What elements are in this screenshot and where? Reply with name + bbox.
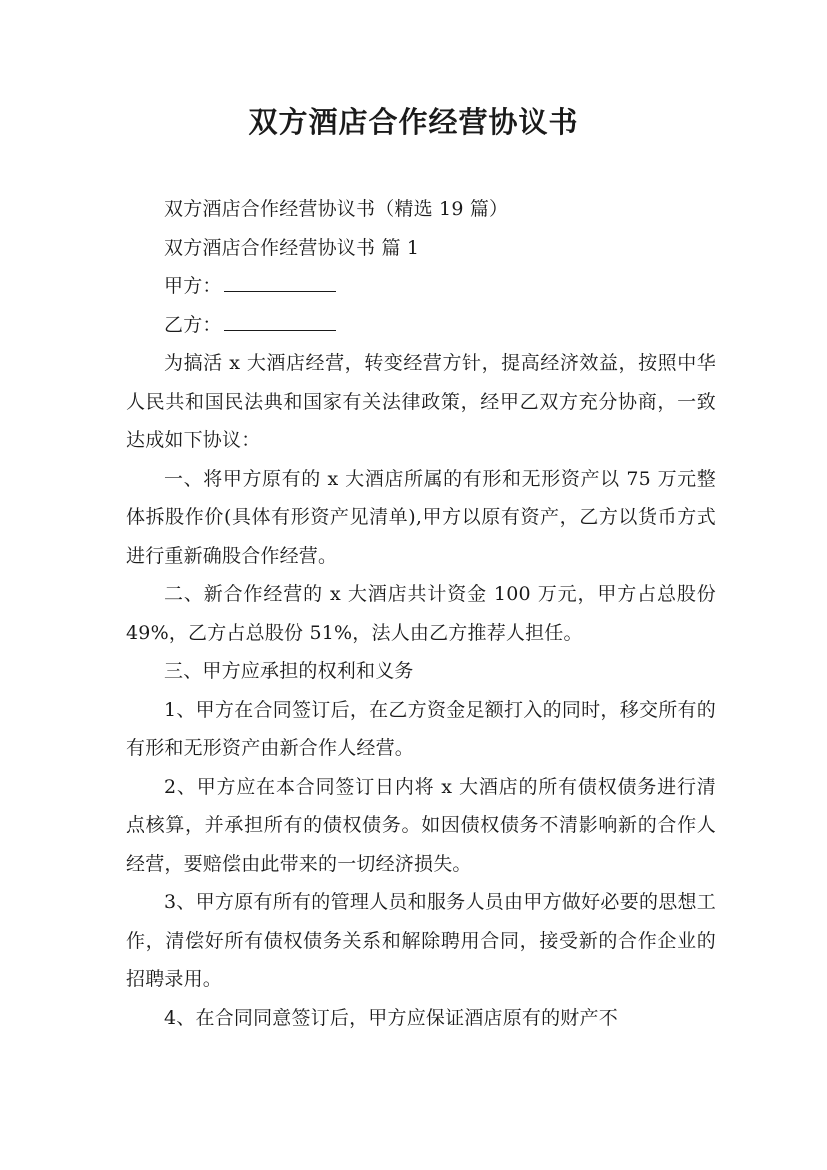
party-b-line — [126, 306, 716, 345]
document-body — [126, 190, 716, 1037]
clause-3-heading: 三、甲方应承担的权利和义务 — [164, 660, 414, 682]
section-heading: 双方酒店合作经营协议书 篇 1 — [164, 236, 420, 259]
party-a-blank — [224, 269, 336, 292]
clause-3-item-3: 3、甲方原有所有的管理人员和服务人员由甲方做好必要的思想工作，清偿好所有债权债务关系和解除聘用合同，接受新的合作企业的招聘录用。 — [126, 891, 716, 990]
clause-2: 二、新合作经营的 x 大酒店共计资金 100 万元，甲方占总股份 49%，乙方占总股份 51%，法人由乙方推荐人担任。 — [126, 583, 716, 644]
subtitle-line: 双方酒店合作经营协议书（精选 19 篇） — [164, 198, 509, 220]
clause-3-item-4: 4、在合同同意签订后，甲方应保证酒店原有的财产不 — [164, 1006, 618, 1029]
party-a-line — [126, 267, 716, 306]
document-title: 双方酒店合作经营协议书 — [248, 105, 579, 139]
party-b-label: 乙方： — [164, 313, 222, 336]
party-a-label: 甲方： — [164, 275, 222, 297]
clause-3-item-2: 2、甲方应在本合同签订日内将 x 大酒店的所有债权债务进行清点核算，并承担所有的债权债务。如因债权债务不清影响新的合作人经营，要赔偿由此带来的一切经济损失。 — [126, 775, 716, 875]
clause-1: 一、将甲方原有的 x 大酒店所属的有形和无形资产以 75 万元整体拆股作价(具体有形资产见清单),甲方以原有资产，乙方以货币方式进行重新确股合作经营。 — [126, 467, 716, 567]
intro-paragraph: 为搞活 x 大酒店经营，转变经营方针，提高经济效益，按照中华人民共和国民法典和国家有关法律政策，经甲乙双方充分协商，一致达成如下协议： — [126, 352, 716, 451]
party-b-blank — [224, 308, 336, 331]
clause-3-item-1: 1、甲方在合同签订后，在乙方资金足额打入的同时，移交所有的有形和无形资产由新合作人经营。 — [126, 698, 716, 759]
